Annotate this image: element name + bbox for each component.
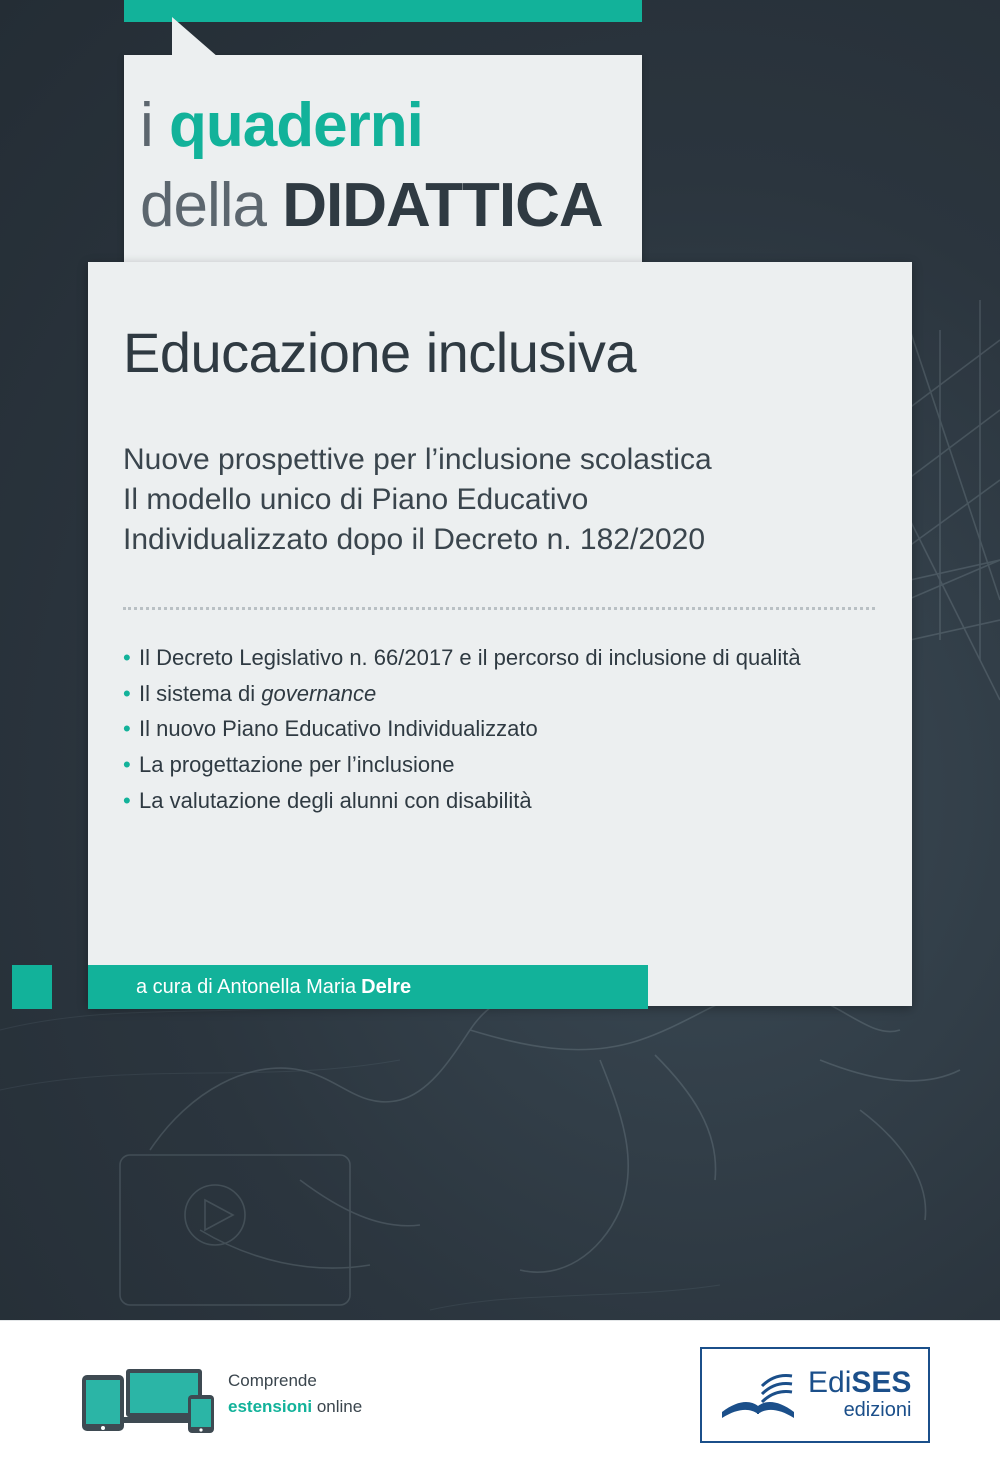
list-item: • La valutazione degli alunni con disabilità: [123, 783, 883, 819]
extensions-note: [228, 1368, 362, 1419]
devices-icon: [70, 1357, 230, 1435]
extensions-line-1: Comprende: [228, 1371, 317, 1390]
list-item-emphasis: governance: [261, 680, 377, 706]
subtitle-line-2: Il modello unico di Piano Educativo: [123, 482, 589, 516]
divider: [123, 607, 875, 610]
curator-band: [88, 965, 648, 1009]
publisher-tagline: edizioni: [843, 1399, 912, 1421]
series-line-1: [140, 91, 423, 160]
open-book-icon: [716, 1362, 800, 1428]
publisher-name-part2: SES: [851, 1366, 912, 1399]
curator-surname: Delre: [361, 975, 412, 998]
list-item: • La progettazione per l’inclusione: [123, 747, 883, 783]
curator-band-stub: [12, 965, 52, 1009]
extensions-suffix: online: [312, 1396, 363, 1416]
subtitle-line-3: Individualizzato dopo il Decreto n. 182/2020: [123, 522, 706, 556]
publisher-name: [808, 1368, 911, 1398]
list-item: • Il nuovo Piano Educativo Individualizzato: [123, 711, 883, 747]
series-line-2: [140, 171, 603, 240]
publisher-name-part1: Edi: [808, 1366, 852, 1399]
extensions-line-2: [228, 1394, 362, 1420]
list-item: [123, 676, 883, 712]
series-line-1-bold: quaderni: [169, 91, 423, 160]
publisher-logo: [700, 1347, 930, 1443]
subtitle-line-1: Nuove prospettive per l’inclusione scolastica: [123, 443, 712, 476]
series-header: [124, 55, 642, 285]
footer-bar: [0, 1320, 1000, 1469]
content-panel: [88, 262, 912, 1006]
publisher-wordmark: [808, 1368, 911, 1422]
list-item-text: Il sistema di: [139, 680, 262, 706]
series-line-2-prefix: della: [140, 171, 283, 240]
curator-prefix: a cura di Antonella Maria: [136, 975, 357, 998]
extensions-keyword: estensioni: [228, 1396, 313, 1416]
page-title: Educazione inclusiva: [123, 321, 636, 384]
list-item: • Il Decreto Legislativo n. 66/2017 e il percorso di inclusione di qualità: [123, 640, 883, 676]
topic-list: [123, 640, 883, 818]
subtitle-block: [123, 440, 883, 560]
series-line-1-prefix: i: [140, 91, 169, 160]
series-line-2-bold: DIDATTICA: [282, 171, 603, 240]
